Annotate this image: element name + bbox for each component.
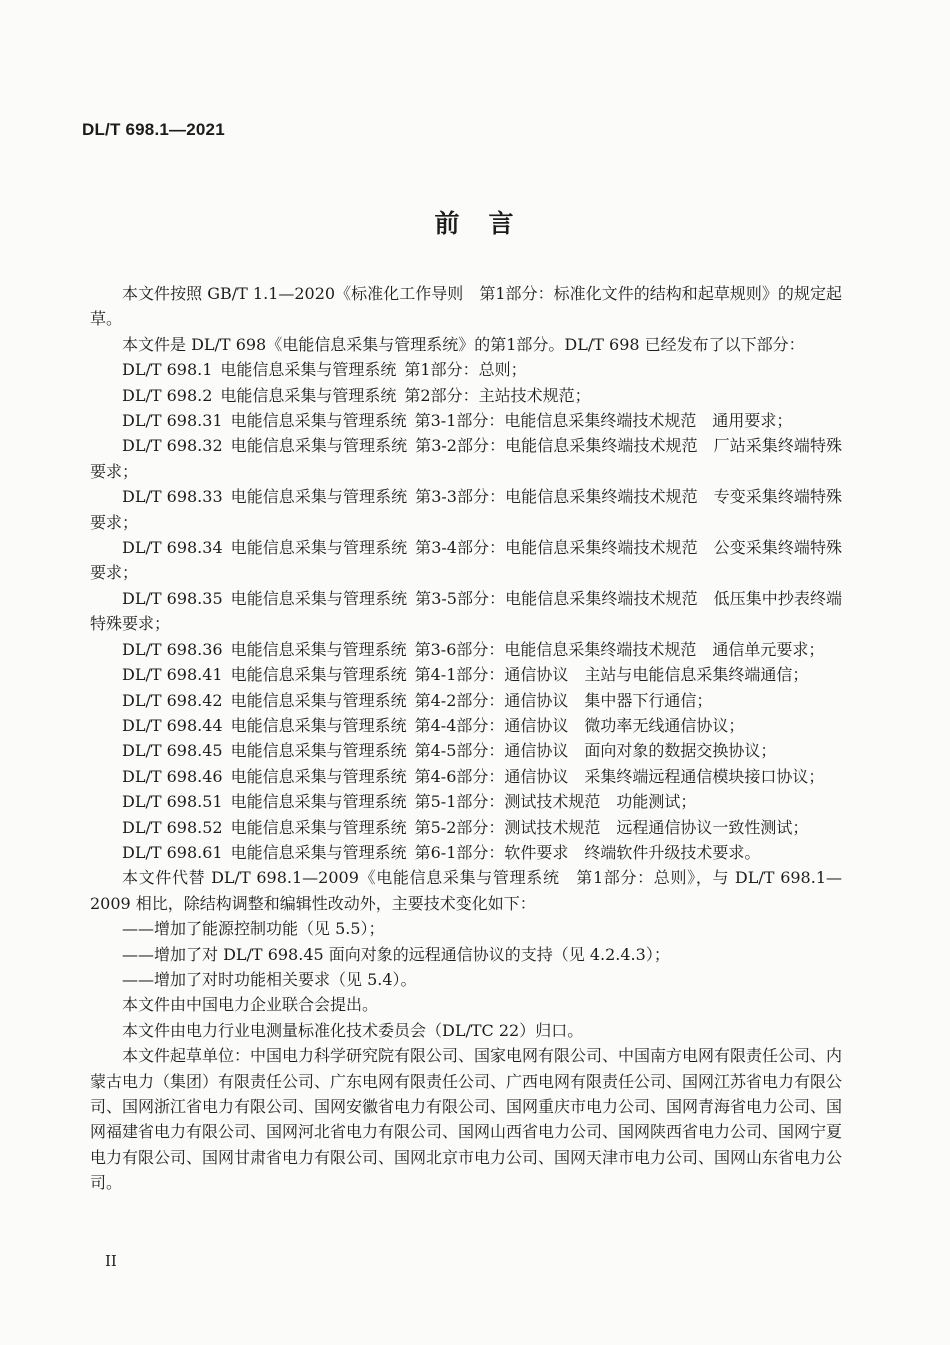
managed-by-paragraph: 本文件由电力行业电测量标准化技术委员会（DL/TC 22）归口。 bbox=[122, 1020, 584, 1040]
part-system-name: 电能信息采集与管理系统 bbox=[230, 411, 407, 431]
part-title: 第1部分：总则； bbox=[404, 360, 527, 380]
part-system-name: 电能信息采集与管理系统 bbox=[220, 385, 397, 405]
parts-list bbox=[90, 357, 842, 865]
part-title: 第3-4部分：电能信息采集终端技术规范 公变采集终端特殊要求； bbox=[90, 538, 842, 583]
part-title: 第4-5部分：通信协议 面向对象的数据交换协议； bbox=[414, 741, 777, 761]
part-title: 第4-2部分：通信协议 集中器下行通信； bbox=[414, 690, 713, 710]
part-list-item bbox=[90, 764, 842, 789]
part-list-item bbox=[90, 433, 842, 484]
change-item: ——增加了对 DL/T 698.45 面向对象的远程通信协议的支持（见 4.2.4.3）； bbox=[122, 944, 670, 964]
part-system-name: 电能信息采集与管理系统 bbox=[230, 842, 407, 862]
part-title: 第2部分：主站技术规范； bbox=[404, 385, 591, 405]
part-title: 第5-2部分：测试技术规范 远程通信协议一致性测试； bbox=[414, 817, 809, 837]
part-system-name: 电能信息采集与管理系统 bbox=[230, 792, 407, 812]
part-system-name: 电能信息采集与管理系统 bbox=[230, 715, 407, 735]
replace-paragraph: 本文件代替 DL/T 698.1—2009《电能信息采集与管理系统 第1部分：总则》，与 DL/T 698.1—2009 相比，除结构调整和编辑性改动外，主要技术变化如下： bbox=[90, 868, 842, 913]
page-number: II bbox=[105, 1252, 117, 1270]
part-list-item bbox=[90, 662, 842, 687]
part-code: DL/T 698.42 bbox=[122, 690, 223, 710]
part-system-name: 电能信息采集与管理系统 bbox=[230, 690, 407, 710]
part-list-item bbox=[90, 383, 842, 408]
part-list-item bbox=[90, 789, 842, 814]
part-system-name: 电能信息采集与管理系统 bbox=[230, 741, 407, 761]
part-code: DL/T 698.45 bbox=[122, 741, 223, 761]
part-code: DL/T 698.61 bbox=[122, 842, 223, 862]
part-list-item bbox=[90, 357, 842, 382]
page-title: 前 言 bbox=[434, 209, 516, 238]
change-item: ——增加了对时功能相关要求（见 5.4）。 bbox=[122, 969, 417, 989]
part-title: 第3-6部分：电能信息采集终端技术规范 通信单元要求； bbox=[414, 639, 825, 659]
part-list-item bbox=[90, 713, 842, 738]
part-system-name: 电能信息采集与管理系统 bbox=[230, 817, 407, 837]
part-code: DL/T 698.36 bbox=[122, 639, 223, 659]
part-list-item bbox=[90, 738, 842, 763]
part-system-name: 电能信息采集与管理系统 bbox=[230, 487, 408, 507]
part-title: 第4-1部分：通信协议 主站与电能信息采集终端通信； bbox=[414, 665, 809, 685]
proposed-by-paragraph: 本文件由中国电力企业联合会提出。 bbox=[122, 995, 379, 1015]
part-code: DL/T 698.46 bbox=[122, 766, 223, 786]
part-title: 第4-4部分：通信协议 微功率无线通信协议； bbox=[414, 715, 745, 735]
document-id: DL/T 698.1—2021 bbox=[82, 120, 225, 139]
part-code: DL/T 698.31 bbox=[122, 411, 223, 431]
part-system-name: 电能信息采集与管理系统 bbox=[220, 360, 397, 380]
part-title: 第5-1部分：测试技术规范 功能测试； bbox=[414, 792, 697, 812]
part-code: DL/T 698.52 bbox=[122, 817, 223, 837]
foreword-body bbox=[90, 281, 842, 1196]
part-code: DL/T 698.44 bbox=[122, 715, 223, 735]
part-list-item bbox=[90, 408, 842, 433]
part-code: DL/T 698.33 bbox=[122, 487, 223, 507]
intro-paragraph: 本文件是 DL/T 698《电能信息采集与管理系统》的第1部分。DL/T 698 已经发布了以下部分： bbox=[122, 334, 805, 354]
part-title: 第3-1部分：电能信息采集终端技术规范 通用要求； bbox=[414, 411, 793, 431]
part-system-name: 电能信息采集与管理系统 bbox=[230, 538, 408, 558]
part-list-item bbox=[90, 586, 842, 637]
part-title: 第3-5部分：电能信息采集终端技术规范 低压集中抄表终端特殊要求； bbox=[90, 588, 842, 634]
change-item: ——增加了能源控制功能（见 5.5）； bbox=[122, 919, 385, 939]
part-code: DL/T 698.51 bbox=[122, 792, 223, 812]
part-list-item bbox=[90, 840, 842, 865]
part-system-name: 电能信息采集与管理系统 bbox=[230, 665, 407, 685]
part-system-name: 电能信息采集与管理系统 bbox=[230, 436, 408, 456]
part-code: DL/T 698.35 bbox=[122, 588, 223, 608]
part-list-item bbox=[90, 637, 842, 662]
part-code: DL/T 698.1 bbox=[122, 360, 213, 380]
part-title: 第6-1部分：软件要求 终端软件升级技术要求。 bbox=[414, 842, 761, 862]
intro-paragraph: 本文件按照 GB/T 1.1—2020《标准化工作导则 第1部分：标准化文件的结构和起草规则》的规定起草。 bbox=[90, 284, 842, 329]
part-code: DL/T 698.41 bbox=[122, 665, 223, 685]
part-list-item bbox=[90, 688, 842, 713]
part-list-item bbox=[90, 535, 842, 586]
drafting-units-paragraph: 本文件起草单位：中国电力科学研究院有限公司、国家电网有限公司、中国南方电网有限责任公司、内蒙古电力（集团）有限责任公司、广东电网有限责任公司、广西电网有限责任公司、国网江苏省电力有限公司、国网浙江省电力有限公司、国网安徽省电力有限公司、国网重庆市电力公司、国网青海省电力公司、国网福建省电力有限公司、国网河北省电力有限公司、国网山西省电力公司、国网陕西省电力公司、国网宁夏电力有限公司、国网甘肃省电力有限公司、国网北京市电力公司、国网天津市电力公司、国网山东省电力公司。 bbox=[90, 1046, 843, 1193]
part-code: DL/T 698.2 bbox=[122, 385, 213, 405]
part-system-name: 电能信息采集与管理系统 bbox=[230, 766, 407, 786]
part-title: 第3-3部分：电能信息采集终端技术规范 专变采集终端特殊要求； bbox=[90, 487, 842, 532]
part-system-name: 电能信息采集与管理系统 bbox=[230, 588, 408, 608]
part-list-item bbox=[90, 815, 842, 840]
part-title: 第3-2部分：电能信息采集终端技术规范 厂站采集终端特殊要求； bbox=[90, 436, 842, 481]
part-code: DL/T 698.32 bbox=[122, 436, 223, 456]
part-code: DL/T 698.34 bbox=[122, 538, 223, 558]
part-list-item bbox=[90, 484, 842, 535]
part-title: 第4-6部分：通信协议 采集终端远程通信模块接口协议； bbox=[414, 766, 825, 786]
part-system-name: 电能信息采集与管理系统 bbox=[230, 639, 407, 659]
